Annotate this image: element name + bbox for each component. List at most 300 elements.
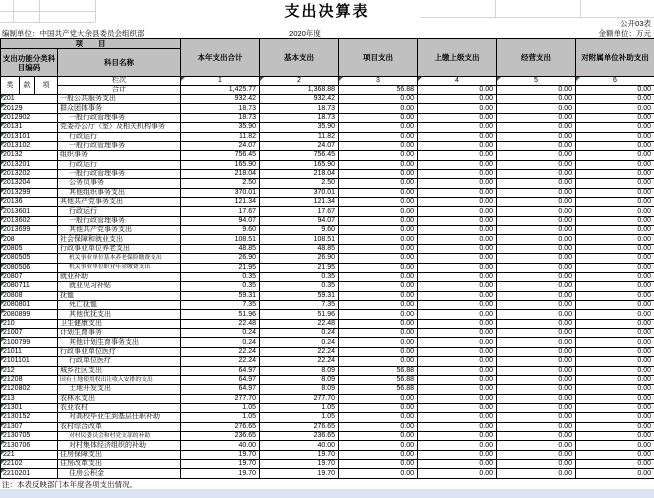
value-cell[interactable]: 1.05: [260, 413, 339, 422]
value-cell[interactable]: 0.00: [418, 207, 497, 216]
code-cell[interactable]: 2013601: [1, 207, 58, 216]
value-cell[interactable]: 0.00: [576, 469, 654, 478]
value-cell[interactable]: 0.00: [576, 432, 654, 441]
value-cell[interactable]: 0.00: [418, 338, 497, 347]
value-cell[interactable]: 35.90: [181, 123, 260, 132]
value-cell[interactable]: 22.48: [181, 319, 260, 328]
value-cell[interactable]: 0.00: [576, 113, 654, 122]
value-cell[interactable]: 276.65: [260, 422, 339, 431]
subject-name-cell[interactable]: 一般行政管理事务: [58, 216, 181, 225]
subject-name-cell[interactable]: 对村民委员会和村党支部的补助: [58, 432, 181, 441]
value-cell[interactable]: 0.00: [576, 132, 654, 141]
value-cell[interactable]: 0.00: [576, 460, 654, 469]
value-cell[interactable]: 0.24: [181, 329, 260, 338]
total-row-label[interactable]: 合计: [58, 86, 181, 95]
value-cell[interactable]: 19.70: [181, 469, 260, 478]
value-cell[interactable]: 0.00: [339, 460, 418, 469]
value-cell[interactable]: 0.00: [339, 188, 418, 197]
value-cell[interactable]: 0.00: [339, 123, 418, 132]
value-cell[interactable]: 0.00: [576, 357, 654, 366]
value-cell[interactable]: 0.00: [339, 357, 418, 366]
value-cell[interactable]: 277.70: [181, 394, 260, 403]
value-cell[interactable]: 17.67: [260, 207, 339, 216]
value-cell[interactable]: 0.00: [497, 403, 576, 412]
code-cell[interactable]: 2210201: [1, 469, 58, 478]
value-cell[interactable]: 1.05: [260, 403, 339, 412]
code-cell[interactable]: 2080899: [1, 310, 58, 319]
value-cell[interactable]: 0.00: [497, 169, 576, 178]
value-cell[interactable]: 0.00: [339, 141, 418, 150]
value-cell[interactable]: 0.00: [497, 132, 576, 141]
total-value-cell[interactable]: 0.00: [418, 86, 497, 95]
value-cell[interactable]: 932.42: [181, 95, 260, 104]
subject-name-cell[interactable]: 农业农村: [58, 403, 181, 412]
col-header-project[interactable]: 项目支出: [339, 39, 418, 77]
value-cell[interactable]: 0.00: [576, 366, 654, 375]
value-cell[interactable]: 56.88: [339, 366, 418, 375]
value-cell[interactable]: 0.00: [497, 319, 576, 328]
value-cell[interactable]: 0.00: [339, 291, 418, 300]
value-cell[interactable]: 0.00: [339, 329, 418, 338]
value-cell[interactable]: 0.00: [418, 403, 497, 412]
subject-name-header[interactable]: 科目名称: [58, 49, 181, 77]
subject-name-cell[interactable]: 一般行政管理事务: [58, 141, 181, 150]
value-cell[interactable]: 0.00: [339, 235, 418, 244]
value-cell[interactable]: 0.00: [339, 198, 418, 207]
code-cell[interactable]: 2130705: [1, 432, 58, 441]
value-cell[interactable]: 0.00: [418, 272, 497, 281]
col-header-subsidy[interactable]: 对附属单位补助支出: [576, 39, 654, 77]
value-cell[interactable]: 0.00: [576, 169, 654, 178]
col-header-upper[interactable]: 上缴上级支出: [418, 39, 497, 77]
subject-name-cell[interactable]: 行政单位医疗: [58, 357, 181, 366]
value-cell[interactable]: 2.50: [181, 179, 260, 188]
code-cell[interactable]: 21208: [1, 375, 58, 384]
value-cell[interactable]: 0.00: [418, 282, 497, 291]
value-cell[interactable]: 21.95: [260, 263, 339, 272]
code-cell[interactable]: 2013102: [1, 141, 58, 150]
value-cell[interactable]: 108.51: [181, 235, 260, 244]
subject-name-cell[interactable]: 其他共产党事务支出: [58, 198, 181, 207]
value-cell[interactable]: 0.00: [497, 151, 576, 160]
code-cell[interactable]: 2080711: [1, 282, 58, 291]
value-cell[interactable]: 0.00: [576, 338, 654, 347]
value-cell[interactable]: 0.00: [576, 272, 654, 281]
value-cell[interactable]: 0.00: [576, 413, 654, 422]
value-cell[interactable]: 218.04: [260, 169, 339, 178]
value-cell[interactable]: 0.00: [576, 282, 654, 291]
value-cell[interactable]: 0.00: [576, 160, 654, 169]
value-cell[interactable]: 0.00: [339, 403, 418, 412]
value-cell[interactable]: 0.35: [260, 282, 339, 291]
value-cell[interactable]: 0.00: [418, 394, 497, 403]
subject-name-cell[interactable]: 一般行政管理事务: [58, 113, 181, 122]
total-value-cell[interactable]: 0.00: [576, 86, 654, 95]
value-cell[interactable]: 0.00: [576, 403, 654, 412]
subject-name-cell[interactable]: 抚恤: [58, 291, 181, 300]
value-cell[interactable]: 26.90: [181, 254, 260, 263]
value-cell[interactable]: 0.00: [418, 347, 497, 356]
value-cell[interactable]: 18.73: [260, 113, 339, 122]
value-cell[interactable]: 0.00: [418, 469, 497, 478]
value-cell[interactable]: 24.07: [260, 141, 339, 150]
subject-name-cell[interactable]: 住房公积金: [58, 469, 181, 478]
column-number-cell[interactable]: 3: [339, 77, 418, 86]
value-cell[interactable]: 0.00: [576, 394, 654, 403]
value-cell[interactable]: 0.00: [497, 469, 576, 478]
value-cell[interactable]: 0.00: [497, 113, 576, 122]
value-cell[interactable]: 94.07: [181, 216, 260, 225]
value-cell[interactable]: 0.00: [418, 254, 497, 263]
code-cell[interactable]: 20136: [1, 198, 58, 207]
value-cell[interactable]: 59.31: [181, 291, 260, 300]
value-cell[interactable]: 0.00: [576, 123, 654, 132]
value-cell[interactable]: 0.00: [576, 198, 654, 207]
code-cell[interactable]: 2013299: [1, 188, 58, 197]
value-cell[interactable]: 0.00: [576, 329, 654, 338]
value-cell[interactable]: 56.88: [339, 385, 418, 394]
value-cell[interactable]: 0.00: [418, 244, 497, 253]
code-cell[interactable]: 20808: [1, 291, 58, 300]
value-cell[interactable]: 0.00: [339, 282, 418, 291]
value-cell[interactable]: 0.00: [576, 254, 654, 263]
value-cell[interactable]: 17.67: [181, 207, 260, 216]
value-cell[interactable]: 121.34: [260, 198, 339, 207]
value-cell[interactable]: 0.00: [497, 263, 576, 272]
col-header-operating[interactable]: 经营支出: [497, 39, 576, 77]
value-cell[interactable]: 0.00: [418, 132, 497, 141]
value-cell[interactable]: 0.00: [497, 366, 576, 375]
value-cell[interactable]: 0.00: [339, 207, 418, 216]
func-code-header[interactable]: 支出功能分类科目编码: [1, 49, 58, 77]
subject-name-cell[interactable]: 城乡社区支出: [58, 366, 181, 375]
value-cell[interactable]: 11.82: [260, 132, 339, 141]
value-cell[interactable]: 0.00: [576, 141, 654, 150]
value-cell[interactable]: 0.00: [339, 254, 418, 263]
value-cell[interactable]: 0.00: [497, 413, 576, 422]
code-cell[interactable]: 20807: [1, 272, 58, 281]
subject-name-cell[interactable]: 就业补助: [58, 272, 181, 281]
value-cell[interactable]: 1.05: [181, 403, 260, 412]
value-cell[interactable]: 9.60: [181, 226, 260, 235]
value-cell[interactable]: 0.00: [497, 338, 576, 347]
value-cell[interactable]: 121.34: [181, 198, 260, 207]
total-value-cell[interactable]: 1,368.88: [260, 86, 339, 95]
subject-name-cell[interactable]: 国有土地使用权出让收入安排的支出: [58, 375, 181, 384]
value-cell[interactable]: 59.31: [260, 291, 339, 300]
value-cell[interactable]: 0.00: [339, 113, 418, 122]
value-cell[interactable]: 35.90: [260, 123, 339, 132]
value-cell[interactable]: 18.73: [181, 113, 260, 122]
value-cell[interactable]: 0.00: [418, 301, 497, 310]
value-cell[interactable]: 0.00: [339, 95, 418, 104]
value-cell[interactable]: 0.00: [497, 441, 576, 450]
value-cell[interactable]: 0.00: [576, 216, 654, 225]
subject-name-cell[interactable]: 行政事业单位养老支出: [58, 244, 181, 253]
subject-name-cell[interactable]: 农林水支出: [58, 394, 181, 403]
col-header-total[interactable]: 本年支出合计: [181, 39, 260, 77]
subject-name-cell[interactable]: 公务员事务: [58, 179, 181, 188]
value-cell[interactable]: 0.00: [576, 95, 654, 104]
value-cell[interactable]: 0.35: [181, 282, 260, 291]
value-cell[interactable]: 0.00: [339, 160, 418, 169]
value-cell[interactable]: 0.00: [497, 385, 576, 394]
subject-name-cell[interactable]: 一般公共服务支出: [58, 95, 181, 104]
code-cell[interactable]: 210: [1, 319, 58, 328]
value-cell[interactable]: 277.70: [260, 394, 339, 403]
value-cell[interactable]: 7.35: [260, 301, 339, 310]
sub-col-xiang[interactable]: 项: [35, 77, 58, 95]
value-cell[interactable]: 0.00: [576, 179, 654, 188]
value-cell[interactable]: 0.00: [497, 207, 576, 216]
value-cell[interactable]: 24.07: [181, 141, 260, 150]
value-cell[interactable]: 0.00: [497, 104, 576, 113]
value-cell[interactable]: 19.70: [260, 469, 339, 478]
value-cell[interactable]: 756.45: [260, 151, 339, 160]
value-cell[interactable]: 0.00: [339, 226, 418, 235]
value-cell[interactable]: 0.00: [497, 160, 576, 169]
value-cell[interactable]: 0.00: [497, 357, 576, 366]
code-cell[interactable]: 2013699: [1, 226, 58, 235]
value-cell[interactable]: 0.00: [497, 375, 576, 384]
value-cell[interactable]: 51.96: [181, 310, 260, 319]
total-value-cell[interactable]: 56.88: [339, 86, 418, 95]
value-cell[interactable]: 94.07: [260, 216, 339, 225]
value-cell[interactable]: 0.00: [418, 291, 497, 300]
value-cell[interactable]: 0.00: [339, 301, 418, 310]
value-cell[interactable]: 0.00: [418, 375, 497, 384]
value-cell[interactable]: 0.00: [576, 207, 654, 216]
value-cell[interactable]: 0.00: [576, 291, 654, 300]
value-cell[interactable]: 0.00: [339, 319, 418, 328]
value-cell[interactable]: 0.00: [497, 422, 576, 431]
code-cell[interactable]: 21301: [1, 403, 58, 412]
value-cell[interactable]: 236.65: [260, 432, 339, 441]
value-cell[interactable]: 0.00: [339, 104, 418, 113]
value-cell[interactable]: 0.00: [497, 301, 576, 310]
value-cell[interactable]: 19.70: [181, 450, 260, 459]
value-cell[interactable]: 0.00: [418, 235, 497, 244]
code-cell[interactable]: 2080505: [1, 254, 58, 263]
value-cell[interactable]: 0.00: [418, 366, 497, 375]
value-cell[interactable]: 7.35: [181, 301, 260, 310]
value-cell[interactable]: 0.00: [339, 347, 418, 356]
value-cell[interactable]: 0.00: [497, 347, 576, 356]
value-cell[interactable]: 165.90: [260, 160, 339, 169]
value-cell[interactable]: 0.00: [339, 169, 418, 178]
value-cell[interactable]: 1.05: [181, 413, 260, 422]
value-cell[interactable]: 0.00: [418, 226, 497, 235]
value-cell[interactable]: 0.00: [497, 235, 576, 244]
value-cell[interactable]: 0.00: [339, 394, 418, 403]
subject-name-cell[interactable]: 社会保障和就业支出: [58, 235, 181, 244]
value-cell[interactable]: 0.00: [418, 385, 497, 394]
code-cell[interactable]: 21007: [1, 329, 58, 338]
value-cell[interactable]: 0.00: [339, 422, 418, 431]
code-cell[interactable]: 212: [1, 366, 58, 375]
subject-name-cell[interactable]: 住房改革支出: [58, 460, 181, 469]
value-cell[interactable]: 236.65: [181, 432, 260, 441]
value-cell[interactable]: 0.00: [418, 329, 497, 338]
subject-name-cell[interactable]: 一般行政管理事务: [58, 169, 181, 178]
value-cell[interactable]: 0.00: [497, 141, 576, 150]
value-cell[interactable]: 0.00: [497, 432, 576, 441]
value-cell[interactable]: 22.24: [181, 347, 260, 356]
value-cell[interactable]: 48.85: [260, 244, 339, 253]
value-cell[interactable]: 0.00: [418, 460, 497, 469]
total-value-cell[interactable]: 0.00: [497, 86, 576, 95]
value-cell[interactable]: 0.00: [497, 291, 576, 300]
value-cell[interactable]: 0.00: [339, 338, 418, 347]
code-cell[interactable]: 2013602: [1, 216, 58, 225]
value-cell[interactable]: 0.00: [418, 216, 497, 225]
code-cell[interactable]: 201: [1, 95, 58, 104]
value-cell[interactable]: 165.90: [181, 160, 260, 169]
value-cell[interactable]: 0.00: [418, 422, 497, 431]
value-cell[interactable]: 2.50: [260, 179, 339, 188]
code-cell[interactable]: 2013201: [1, 160, 58, 169]
subject-name-cell[interactable]: 机关事业单位职业年金缴费支出: [58, 263, 181, 272]
value-cell[interactable]: 218.04: [181, 169, 260, 178]
value-cell[interactable]: 0.00: [418, 113, 497, 122]
code-cell[interactable]: 2013204: [1, 179, 58, 188]
value-cell[interactable]: 0.00: [497, 244, 576, 253]
value-cell[interactable]: 0.00: [497, 198, 576, 207]
value-cell[interactable]: 19.70: [260, 450, 339, 459]
value-cell[interactable]: 0.00: [418, 450, 497, 459]
code-cell[interactable]: 2013202: [1, 169, 58, 178]
value-cell[interactable]: 0.00: [497, 179, 576, 188]
value-cell[interactable]: 0.00: [497, 329, 576, 338]
value-cell[interactable]: 64.97: [181, 366, 260, 375]
code-cell[interactable]: 2012902: [1, 113, 58, 122]
subject-name-cell[interactable]: 住房保障支出: [58, 450, 181, 459]
value-cell[interactable]: 0.00: [418, 432, 497, 441]
value-cell[interactable]: 0.00: [576, 151, 654, 160]
value-cell[interactable]: 0.00: [497, 450, 576, 459]
code-cell[interactable]: 208: [1, 235, 58, 244]
code-cell[interactable]: 20131: [1, 123, 58, 132]
col-header-basic[interactable]: 基本支出: [260, 39, 339, 77]
column-number-cell[interactable]: 5: [497, 77, 576, 86]
value-cell[interactable]: 0.00: [339, 310, 418, 319]
value-cell[interactable]: 0.00: [418, 188, 497, 197]
value-cell[interactable]: 0.00: [497, 254, 576, 263]
total-value-cell[interactable]: 1,425.77: [181, 86, 260, 95]
value-cell[interactable]: 0.00: [418, 441, 497, 450]
code-cell[interactable]: 20129: [1, 104, 58, 113]
value-cell[interactable]: 0.00: [339, 272, 418, 281]
value-cell[interactable]: 0.00: [339, 151, 418, 160]
value-cell[interactable]: 56.88: [339, 375, 418, 384]
value-cell[interactable]: 0.00: [497, 188, 576, 197]
subject-name-cell[interactable]: 土地开发支出: [58, 385, 181, 394]
subject-name-cell[interactable]: 卫生健康支出: [58, 319, 181, 328]
value-cell[interactable]: 0.00: [339, 441, 418, 450]
code-cell[interactable]: 221: [1, 450, 58, 459]
value-cell[interactable]: 9.60: [260, 226, 339, 235]
value-cell[interactable]: 370.01: [181, 188, 260, 197]
code-cell[interactable]: 2120802: [1, 385, 58, 394]
code-cell[interactable]: 2100799: [1, 338, 58, 347]
value-cell[interactable]: 0.00: [576, 104, 654, 113]
value-cell[interactable]: 40.00: [181, 441, 260, 450]
value-cell[interactable]: 0.00: [576, 422, 654, 431]
value-cell[interactable]: 0.00: [497, 282, 576, 291]
value-cell[interactable]: 0.00: [339, 432, 418, 441]
value-cell[interactable]: 0.00: [418, 141, 497, 150]
value-cell[interactable]: 0.00: [339, 263, 418, 272]
value-cell[interactable]: 0.00: [418, 169, 497, 178]
value-cell[interactable]: 18.73: [260, 104, 339, 113]
column-number-cell[interactable]: 4: [418, 77, 497, 86]
value-cell[interactable]: 0.00: [576, 347, 654, 356]
value-cell[interactable]: 19.70: [181, 460, 260, 469]
value-cell[interactable]: 0.00: [497, 95, 576, 104]
value-cell[interactable]: 0.00: [418, 95, 497, 104]
subject-name-cell[interactable]: 群众团体事务: [58, 104, 181, 113]
value-cell[interactable]: 0.00: [497, 310, 576, 319]
value-cell[interactable]: 0.00: [497, 226, 576, 235]
column-number-cell[interactable]: 6: [576, 77, 654, 86]
value-cell[interactable]: 40.00: [260, 441, 339, 450]
value-cell[interactable]: 22.24: [260, 347, 339, 356]
value-cell[interactable]: 0.00: [339, 179, 418, 188]
subject-name-cell[interactable]: 其他组织事务支出: [58, 188, 181, 197]
value-cell[interactable]: 0.00: [418, 263, 497, 272]
value-cell[interactable]: 0.00: [418, 104, 497, 113]
value-cell[interactable]: 932.42: [260, 95, 339, 104]
value-cell[interactable]: 0.00: [418, 319, 497, 328]
code-cell[interactable]: 2080801: [1, 301, 58, 310]
value-cell[interactable]: 0.00: [576, 319, 654, 328]
value-cell[interactable]: 0.00: [418, 123, 497, 132]
value-cell[interactable]: 64.97: [181, 375, 260, 384]
value-cell[interactable]: 0.00: [576, 301, 654, 310]
subject-name-cell[interactable]: 计划生育事务: [58, 329, 181, 338]
value-cell[interactable]: 276.65: [181, 422, 260, 431]
code-cell[interactable]: 20132: [1, 151, 58, 160]
subject-name-cell[interactable]: 组织事务: [58, 151, 181, 160]
value-cell[interactable]: 0.00: [418, 357, 497, 366]
subject-name-cell[interactable]: 其他优抚支出: [58, 310, 181, 319]
value-cell[interactable]: 0.00: [576, 375, 654, 384]
value-cell[interactable]: 0.00: [576, 188, 654, 197]
value-cell[interactable]: 48.85: [181, 244, 260, 253]
value-cell[interactable]: 0.00: [418, 160, 497, 169]
value-cell[interactable]: 0.00: [418, 179, 497, 188]
value-cell[interactable]: 0.00: [339, 450, 418, 459]
subject-name-cell[interactable]: 就业见习补贴: [58, 282, 181, 291]
value-cell[interactable]: 0.00: [576, 385, 654, 394]
code-cell[interactable]: 20805: [1, 244, 58, 253]
value-cell[interactable]: 0.00: [418, 310, 497, 319]
subject-name-cell[interactable]: 死亡抚恤: [58, 301, 181, 310]
subject-name-cell[interactable]: 行政事业单位医疗: [58, 347, 181, 356]
lanci-cell[interactable]: 栏次: [58, 77, 181, 86]
value-cell[interactable]: 0.00: [339, 469, 418, 478]
value-cell[interactable]: 108.51: [260, 235, 339, 244]
value-cell[interactable]: 22.48: [260, 319, 339, 328]
value-cell[interactable]: 26.90: [260, 254, 339, 263]
code-cell[interactable]: 21011: [1, 347, 58, 356]
code-cell[interactable]: 2130152: [1, 413, 58, 422]
value-cell[interactable]: 0.35: [181, 272, 260, 281]
value-cell[interactable]: 0.24: [260, 338, 339, 347]
value-cell[interactable]: 0.00: [339, 244, 418, 253]
subject-name-cell[interactable]: 对高校毕业生到基层任职补助: [58, 413, 181, 422]
subject-name-cell[interactable]: 党委办公厅（室）及相关机构事务: [58, 123, 181, 132]
